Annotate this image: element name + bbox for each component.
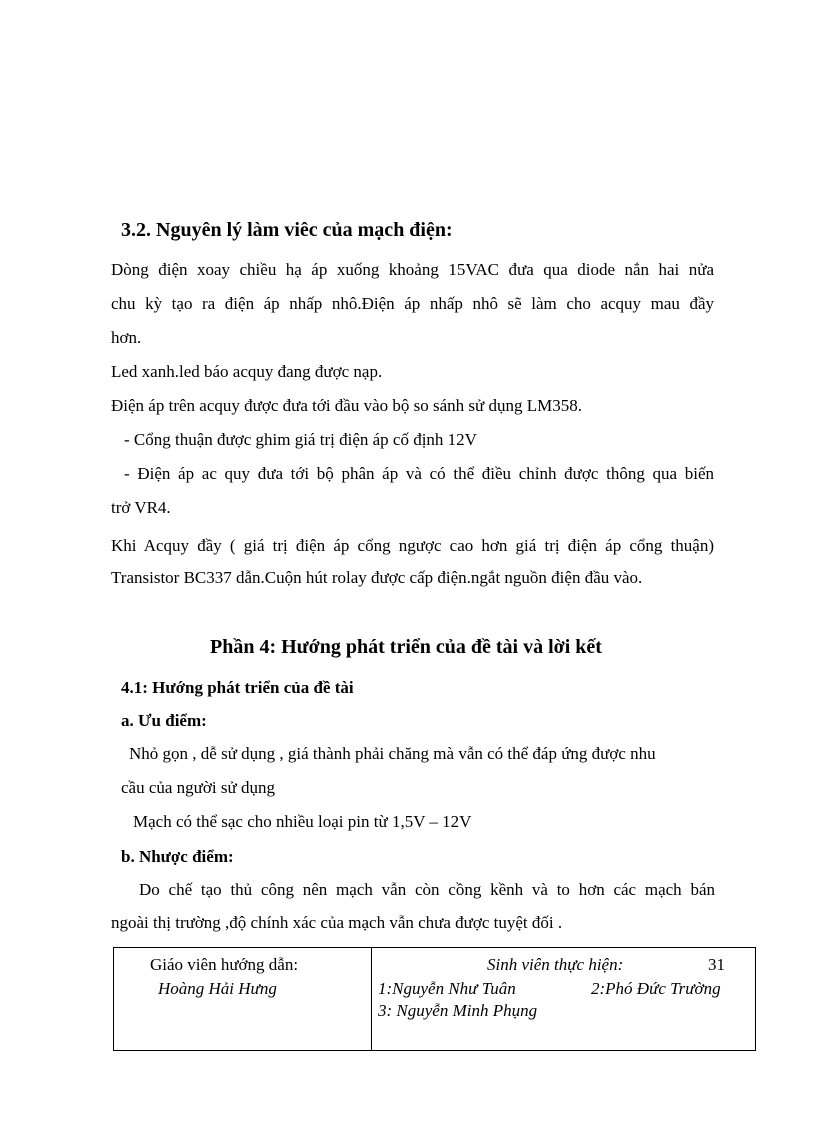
bullet-line: - Cổng thuận được ghim giá trị điện áp cố định 12V (124, 430, 477, 449)
advisor-label: Giáo viên hướng dẫn: (150, 955, 299, 974)
student-3: 3: Nguyễn Minh Phụng (378, 1001, 538, 1020)
table-divider (371, 948, 372, 1050)
advantages-heading: a. Ưu điểm: (121, 711, 207, 730)
paragraph-line: chu kỳ tạo ra điện áp nhấp nhô.Điện áp nhấp nhô sẽ làm cho acquy mau đầy (111, 294, 714, 313)
disadvantages-line: Do chế tạo thủ công nên mạch vẫn còn cồng kềnh và to hơn các mạch bán (139, 880, 715, 899)
part-4-heading: Phần 4: Hướng phát triển của đề tài và lời kết (210, 636, 602, 658)
paragraph-line: Transistor BC337 dẫn.Cuộn hút rolay được cấp điện.ngắt nguồn điện đầu vào. (111, 568, 643, 587)
paragraph-line: hơn. (111, 328, 142, 347)
advantages-line: Nhỏ gọn , dễ sử dụng , giá thành phải chăng mà vẫn có thể đáp ứng được nhu (129, 744, 656, 763)
paragraph-line: Dòng điện xoay chiều hạ áp xuống khoảng 15VAC đưa qua diode nắn hai nửa (111, 260, 714, 279)
paragraph-line: Khi Acquy đầy ( giá trị điện áp cổng ngược cao hơn giá trị điện áp cổng thuận) (111, 536, 714, 555)
students-label: Sinh viên thực hiện: (487, 955, 624, 974)
student-2: 2:Phó Đức Trường (591, 979, 721, 998)
compare-line: Điện áp trên acquy được đưa tới đầu vào bộ so sánh sử dụng LM358. (111, 396, 583, 415)
disadvantages-heading: b. Nhược điểm: (121, 847, 234, 866)
bullet-line: trở VR4. (111, 498, 171, 517)
advantages-line: cầu của người sử dụng (121, 778, 275, 797)
led-line: Led xanh.led báo acquy đang được nạp. (111, 362, 383, 381)
signature-table (113, 947, 756, 1051)
page-number: 31 (708, 955, 725, 974)
bullet-line: - Điện áp ac quy đưa tới bộ phân áp và có thể điều chỉnh được thông qua biến (124, 464, 714, 483)
advantages-line: Mạch có thể sạc cho nhiều loại pin từ 1,5V – 12V (133, 812, 472, 831)
student-1: 1:Nguyễn Như Tuân (378, 979, 516, 998)
advisor-name: Hoàng Hải Hưng (158, 979, 277, 998)
subsection-heading-4-1: 4.1: Hướng phát triển của đề tài (121, 678, 354, 697)
section-heading-3-2: 3.2. Nguyên lý làm viêc của mạch điện: (121, 219, 453, 241)
disadvantages-line: ngoài thị trường ,độ chính xác của mạch vẫn chưa được tuyệt đối . (111, 913, 563, 932)
